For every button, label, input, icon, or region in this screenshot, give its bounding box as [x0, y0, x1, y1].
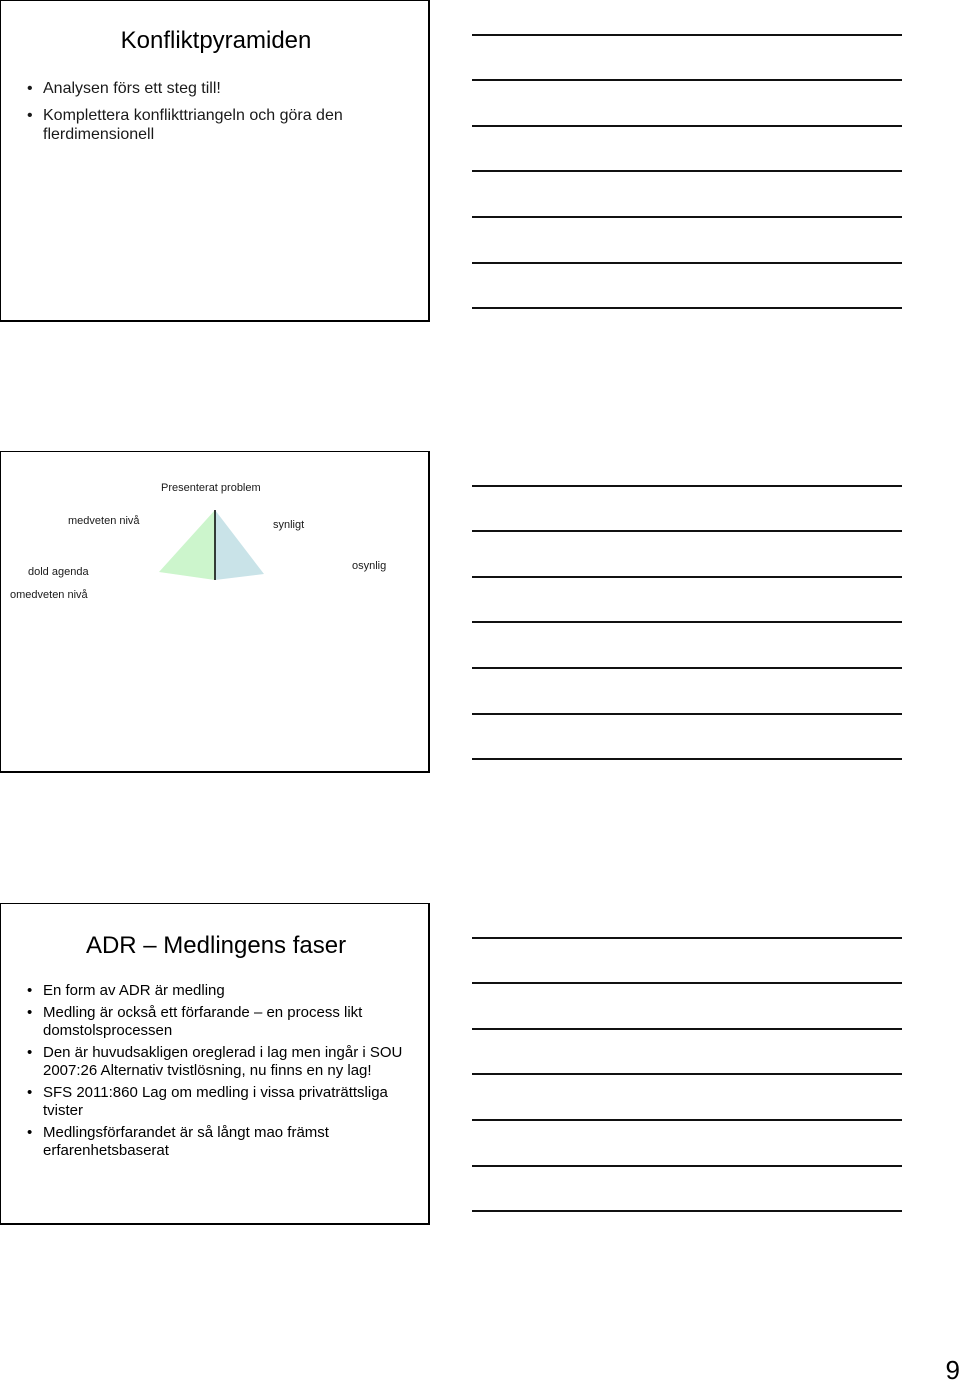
note-line — [472, 1210, 902, 1212]
note-line — [472, 262, 902, 264]
slide-3 — [0, 903, 430, 1225]
note-line — [472, 982, 902, 984]
slide-title: ADR – Medlingens faser — [85, 932, 347, 959]
pyramid-diagram — [157, 508, 267, 584]
slide-title: Konfliktpyramiden — [120, 27, 312, 54]
label-hidden-agenda: dold agenda — [28, 566, 89, 578]
bullet-list — [27, 79, 412, 152]
note-line — [472, 125, 902, 127]
note-line — [472, 1165, 902, 1167]
label-aware-level: medveten nivå — [68, 515, 140, 527]
note-line — [472, 79, 902, 81]
note-line — [472, 1073, 902, 1075]
note-line — [472, 576, 902, 578]
note-line — [472, 758, 902, 760]
slide-2 — [0, 451, 430, 773]
label-visible: synligt — [273, 519, 305, 531]
note-line — [472, 937, 902, 939]
note-line — [472, 621, 902, 623]
pyramid-right-face — [215, 510, 264, 580]
pyramid-left-face — [159, 510, 215, 580]
note-line — [472, 216, 902, 218]
note-line — [472, 530, 902, 532]
bullet-list — [27, 982, 412, 1164]
bullet-item: • Komplettera konflikttriangeln och göra den flerdimensionell — [27, 106, 412, 144]
label-unaware-level: omedveten nivå — [10, 589, 88, 601]
note-line — [472, 170, 902, 172]
note-line — [472, 307, 902, 309]
bullet-item: • Medling är också ett förfarande – en process likt domstolsprocessen — [27, 1004, 412, 1040]
bullet-item: • SFS 2011:860 Lag om medling i vissa privaträttsliga tvister — [27, 1084, 412, 1120]
note-line — [472, 34, 902, 36]
bullet-item: • Medlingsförfarandet är så långt mao främst erfarenhetsbaserat — [27, 1124, 412, 1160]
page-number: 9 — [945, 1355, 960, 1385]
note-line — [472, 667, 902, 669]
bullet-item: • Analysen förs ett steg till! — [27, 79, 412, 98]
bullet-item: • Den är huvudsakligen oreglerad i lag men ingår i SOU 2007:26 Alternativ tvistlösning, nu finns en ny lag! — [27, 1044, 412, 1080]
label-presented-problem: Presenterat problem — [161, 482, 261, 494]
bullet-item: • En form av ADR är medling — [27, 982, 412, 1000]
note-line — [472, 713, 902, 715]
note-line — [472, 1028, 902, 1030]
note-line — [472, 485, 902, 487]
label-invisible: osynlig — [352, 560, 387, 572]
note-line — [472, 1119, 902, 1121]
slide-1 — [0, 0, 430, 322]
